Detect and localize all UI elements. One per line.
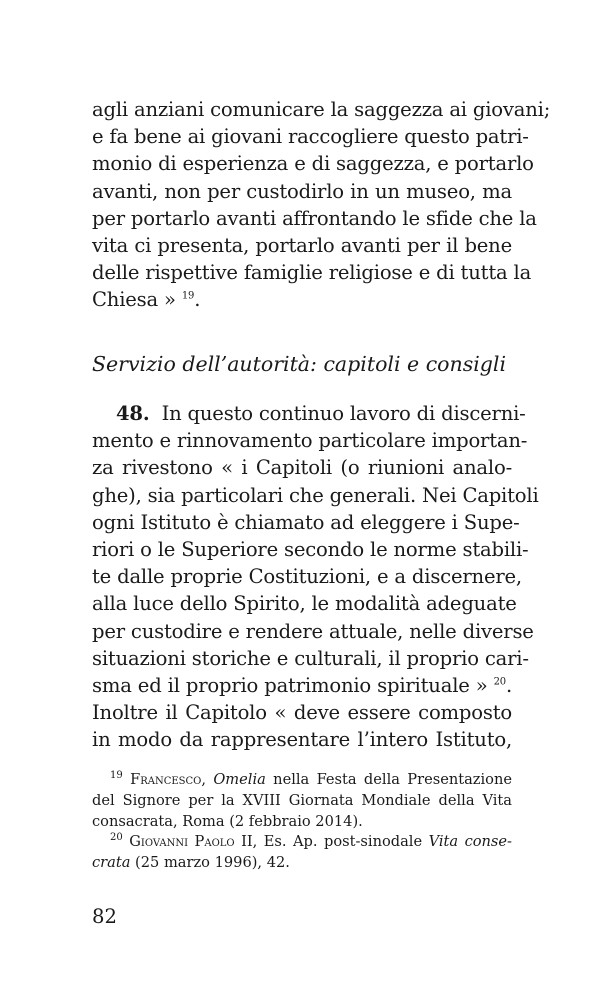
footnote-text: del Signore per la XVIII Giornata Mondiale della Vita <box>92 791 512 809</box>
footnote-text: (25 marzo 1996), 42. <box>130 854 290 872</box>
footnote-author: Giovanni Paolo <box>129 833 235 851</box>
text-line: in modo da rappresentare l’intero Istituto, <box>92 728 512 752</box>
text-line: per custodire e rendere attuale, nelle diverse <box>92 619 534 643</box>
footnote-title: Vita conse- <box>428 833 512 851</box>
paragraph-number: 48. <box>116 402 150 425</box>
paragraph-48 <box>92 400 539 753</box>
page-number: 82 <box>92 905 117 928</box>
line-text: Chiesa » <box>92 288 176 312</box>
text-line: te dalle proprie Costituzioni, e a discernere, <box>92 565 522 589</box>
text-line: situazioni storiche e culturali, il proprio cari- <box>92 646 529 670</box>
text-line: delle rispettive famiglie religiose e di tutta la <box>92 261 532 285</box>
footnote-author: Francesco <box>130 771 202 788</box>
text-line: vita ci presenta, portarlo avanti per il bene <box>92 233 512 257</box>
text-line: per portarlo avanti affrontando le sfide che la <box>92 206 537 230</box>
footnote-20 <box>92 832 512 853</box>
footnote-title: Omelia <box>213 771 266 788</box>
text-line: riori o le Superiore secondo le norme stabili- <box>92 537 529 561</box>
line-end: . <box>505 673 512 697</box>
footnote-text: consacrata, Roma (2 febbraio 2014). <box>92 812 363 830</box>
footnote-ref: 20 <box>493 676 506 688</box>
text-line: e fa bene ai giovani raccogliere questo patri- <box>92 125 529 149</box>
footnote-number: 19 <box>110 770 123 782</box>
footnote-ref: 19 <box>181 290 195 302</box>
text-line: ghe), sia particolari che generali. Nei Capitoli <box>92 483 539 507</box>
text-line: Inoltre il Capitolo « deve essere composto <box>92 701 512 725</box>
footnote-number: 20 <box>110 832 123 844</box>
footnote-19 <box>92 770 512 791</box>
line-text: In questo continuo lavoro di discerni- <box>161 402 526 425</box>
line-end: . <box>194 288 201 312</box>
line-text: sma ed il proprio patrimonio spirituale » <box>92 673 488 697</box>
text-line: za rivestono « i Capitoli (o riunioni analo- <box>92 456 512 480</box>
footnote-sep: , <box>201 771 214 788</box>
text-line <box>92 400 526 427</box>
text-line <box>92 286 512 313</box>
text-line <box>92 672 512 699</box>
footnotes <box>92 770 512 874</box>
footnote-title: crata <box>92 854 131 872</box>
section-heading: Servizio dell’autorità: capitoli e consigli <box>92 352 507 376</box>
text-line: monio di esperienza e di saggezza, e portarlo <box>92 152 534 176</box>
text-line: alla luce dello Spirito, le modalità adeguate <box>92 592 517 616</box>
footnote-text: II, Es. Ap. post-sinodale <box>234 833 429 851</box>
text-line: mento e rinnovamento particolare importan- <box>92 429 528 453</box>
footnote-text: nella Festa della Presentazione <box>265 771 512 788</box>
footnote-text <box>92 853 512 874</box>
text-line: ogni Istituto è chiamato ad eleggere i Supe- <box>92 510 520 534</box>
text-line: agli anziani comunicare la saggezza ai giovani; <box>92 98 551 121</box>
text-line: avanti, non per custodirlo in un museo, ma <box>92 179 512 203</box>
top-paragraph <box>92 96 551 314</box>
